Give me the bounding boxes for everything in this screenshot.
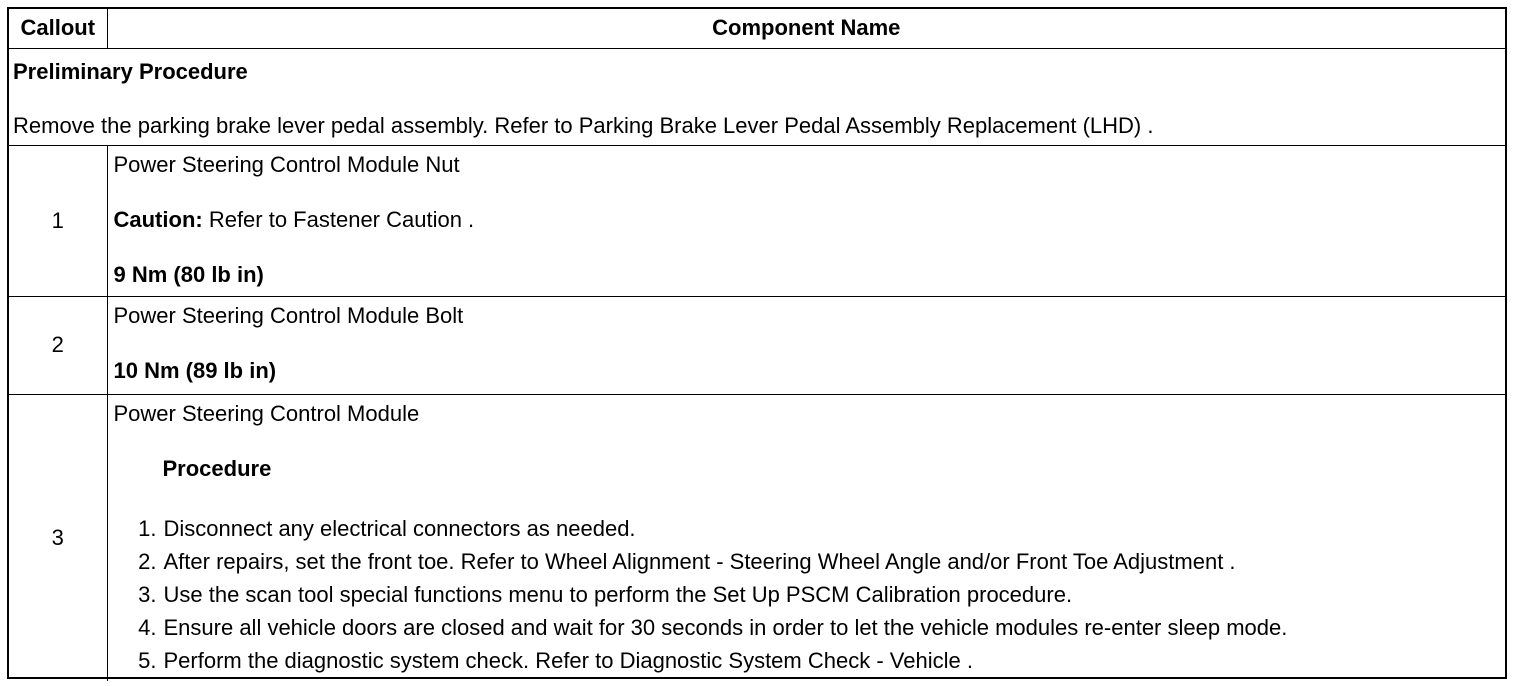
procedure-step (138, 611, 1500, 644)
caution-text: Refer to Fastener Caution . (202, 206, 475, 232)
step-number: 4. (138, 614, 157, 640)
component-table (9, 9, 1505, 681)
caution-line (114, 207, 1500, 233)
procedure-steps (114, 512, 1500, 677)
preliminary-title: Preliminary Procedure (13, 58, 248, 84)
table-row (9, 394, 1505, 681)
callout-cell: 1 (9, 145, 107, 296)
table-row (9, 145, 1505, 296)
callout-cell: 2 (9, 296, 107, 394)
component-cell (107, 145, 1505, 296)
procedure-title: Procedure (162, 455, 272, 481)
procedure-step (138, 578, 1500, 611)
preliminary-row (9, 48, 1505, 145)
step-text: Perform the diagnostic system check. Refer to Diagnostic System Check - Vehicle . (163, 647, 973, 673)
table-row (9, 296, 1505, 394)
procedure-step (138, 512, 1500, 545)
step-text: Ensure all vehicle doors are closed and wait for 30 seconds in order to let the vehicle modules re-enter sleep mode. (163, 614, 1288, 640)
component-name: Power Steering Control Module Bolt (113, 302, 464, 328)
header-row (9, 9, 1505, 48)
preliminary-cell (9, 48, 1505, 145)
step-number: 3. (138, 581, 157, 607)
step-text: Use the scan tool special functions menu to perform the Set Up PSCM Calibration procedure. (163, 581, 1073, 607)
procedure-step (138, 545, 1500, 578)
component-name: Power Steering Control Module (113, 400, 420, 426)
component-cell (107, 296, 1505, 394)
torque-spec: 10 Nm (89 lb in) (113, 357, 277, 383)
caution-label: Caution: (113, 206, 203, 232)
step-number: 1. (138, 515, 157, 541)
procedure-step (138, 644, 1500, 677)
header-callout: Callout (9, 9, 107, 48)
preliminary-text: Remove the parking brake lever pedal assembly. Refer to Parking Brake Lever Pedal Assembly Replacement (LHD) . (13, 112, 1154, 138)
step-text: Disconnect any electrical connectors as needed. (163, 515, 636, 541)
callout-cell: 3 (9, 394, 107, 681)
step-text: After repairs, set the front toe. Refer to Wheel Alignment - Steering Wheel Angle and/or Front Toe Adjustment . (163, 548, 1236, 574)
header-component-name: Component Name (107, 9, 1505, 48)
component-cell (107, 394, 1505, 681)
component-table-frame (7, 7, 1507, 679)
step-number: 2. (138, 548, 157, 574)
step-number: 5. (138, 647, 157, 673)
torque-spec: 9 Nm (80 lb in) (113, 261, 264, 287)
component-name: Power Steering Control Module Nut (113, 151, 460, 177)
